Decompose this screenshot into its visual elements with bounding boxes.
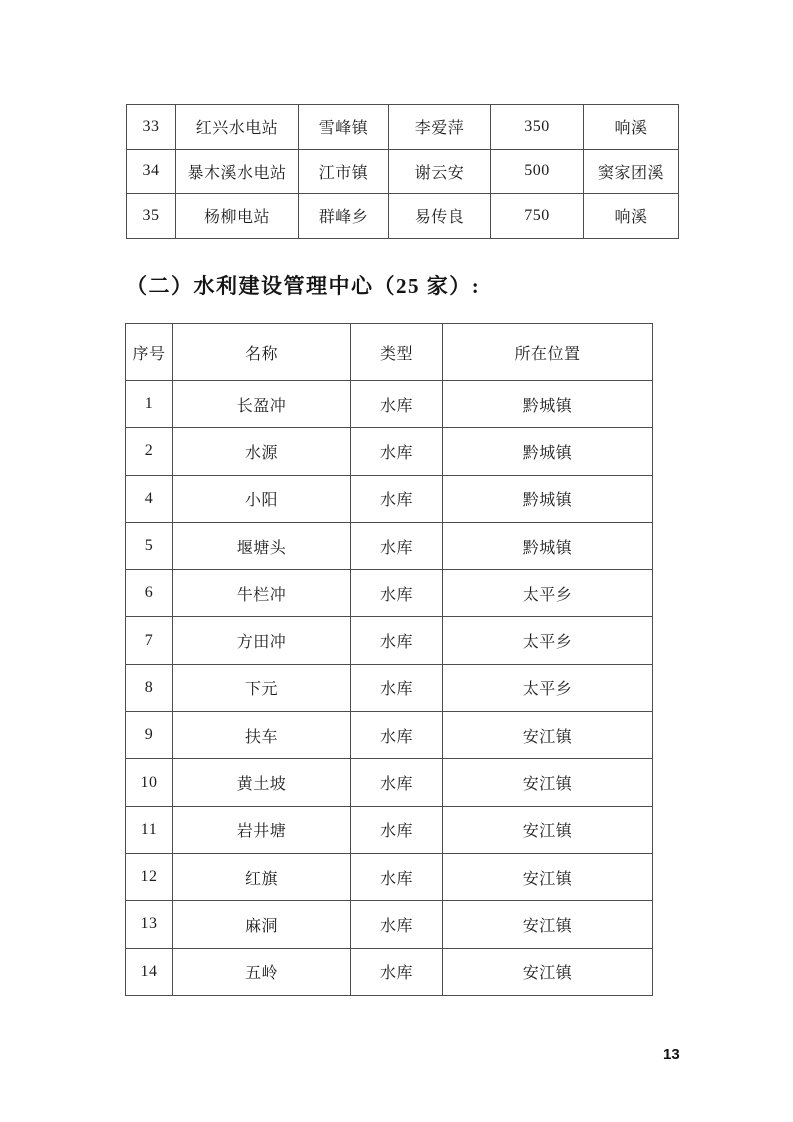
table-cell: 2 (126, 428, 173, 475)
table-cell: 小阳 (173, 475, 351, 522)
power-station-table-grid (126, 104, 679, 239)
table-cell: 安江镇 (443, 948, 653, 995)
table-cell: 水库 (351, 806, 443, 853)
power-station-table-body (127, 105, 679, 239)
reservoir-table (125, 323, 653, 996)
table-cell: 岩井塘 (173, 806, 351, 853)
table-row (126, 664, 653, 711)
table-cell: 12 (126, 853, 173, 900)
table-header-cell: 所在位置 (443, 324, 653, 381)
table-cell: 黔城镇 (443, 475, 653, 522)
table-cell: 太平乡 (443, 617, 653, 664)
table-cell: 750 (491, 194, 584, 239)
table-cell: 9 (126, 712, 173, 759)
table-header-cell: 名称 (173, 324, 351, 381)
power-station-table (126, 104, 679, 239)
table-cell: 五岭 (173, 948, 351, 995)
table-cell: 响溪 (584, 194, 679, 239)
table-row (126, 901, 653, 948)
table-cell: 窦家团溪 (584, 149, 679, 194)
table-cell: 谢云安 (389, 149, 491, 194)
table-cell: 水库 (351, 522, 443, 569)
table-cell: 长盈冲 (173, 381, 351, 428)
table-cell: 太平乡 (443, 570, 653, 617)
table-cell: 11 (126, 806, 173, 853)
table-cell: 杨柳电站 (176, 194, 299, 239)
table-row (126, 475, 653, 522)
table-cell: 水库 (351, 712, 443, 759)
table-cell: 易传良 (389, 194, 491, 239)
table-cell: 14 (126, 948, 173, 995)
table-cell: 红旗 (173, 853, 351, 900)
reservoir-table-body (126, 381, 653, 996)
table-row (126, 522, 653, 569)
table-cell: 李爱萍 (389, 105, 491, 150)
table-cell: 扶车 (173, 712, 351, 759)
table-cell: 水库 (351, 901, 443, 948)
table-cell: 安江镇 (443, 712, 653, 759)
table-cell: 1 (126, 381, 173, 428)
table-cell: 水库 (351, 664, 443, 711)
table-cell: 堰塘头 (173, 522, 351, 569)
reservoir-table-grid (125, 323, 653, 996)
table-cell: 350 (491, 105, 584, 150)
table-cell: 安江镇 (443, 853, 653, 900)
table-row (126, 759, 653, 806)
table-row (126, 948, 653, 995)
table-cell: 33 (127, 105, 176, 150)
table-cell: 6 (126, 570, 173, 617)
table-cell: 牛栏冲 (173, 570, 351, 617)
table-cell: 安江镇 (443, 759, 653, 806)
table-cell: 麻洞 (173, 901, 351, 948)
table-row (126, 712, 653, 759)
table-cell: 安江镇 (443, 901, 653, 948)
table-cell: 34 (127, 149, 176, 194)
reservoir-table-header (126, 324, 653, 381)
table-cell: 13 (126, 901, 173, 948)
table-cell: 8 (126, 664, 173, 711)
table-cell: 水源 (173, 428, 351, 475)
table-cell: 水库 (351, 570, 443, 617)
table-header-row (126, 324, 653, 381)
table-cell: 35 (127, 194, 176, 239)
table-cell: 下元 (173, 664, 351, 711)
table-cell: 7 (126, 617, 173, 664)
table-cell: 方田冲 (173, 617, 351, 664)
table-row (126, 570, 653, 617)
table-row (126, 428, 653, 475)
table-cell: 黄土坡 (173, 759, 351, 806)
table-cell: 4 (126, 475, 173, 522)
table-cell: 水库 (351, 428, 443, 475)
table-cell: 水库 (351, 381, 443, 428)
table-cell: 响溪 (584, 105, 679, 150)
table-cell: 5 (126, 522, 173, 569)
table-cell: 水库 (351, 853, 443, 900)
section-heading: （二）水利建设管理中心（25 家）: (126, 274, 481, 298)
table-cell: 水库 (351, 475, 443, 522)
page-number: 13 (663, 1046, 680, 1063)
table-cell: 红兴水电站 (176, 105, 299, 150)
table-cell: 水库 (351, 948, 443, 995)
table-cell: 水库 (351, 759, 443, 806)
table-cell: 水库 (351, 617, 443, 664)
table-cell: 太平乡 (443, 664, 653, 711)
table-cell: 群峰乡 (299, 194, 389, 239)
table-cell: 黔城镇 (443, 381, 653, 428)
table-cell: 黔城镇 (443, 428, 653, 475)
table-cell: 安江镇 (443, 806, 653, 853)
table-header-cell: 序号 (126, 324, 173, 381)
table-row (127, 105, 679, 150)
table-cell: 暴木溪水电站 (176, 149, 299, 194)
table-row (127, 194, 679, 239)
table-cell: 10 (126, 759, 173, 806)
table-header-cell: 类型 (351, 324, 443, 381)
table-row (126, 381, 653, 428)
table-row (126, 853, 653, 900)
table-cell: 500 (491, 149, 584, 194)
table-cell: 黔城镇 (443, 522, 653, 569)
table-cell: 江市镇 (299, 149, 389, 194)
table-cell: 雪峰镇 (299, 105, 389, 150)
table-row (126, 617, 653, 664)
table-row (127, 149, 679, 194)
table-row (126, 806, 653, 853)
